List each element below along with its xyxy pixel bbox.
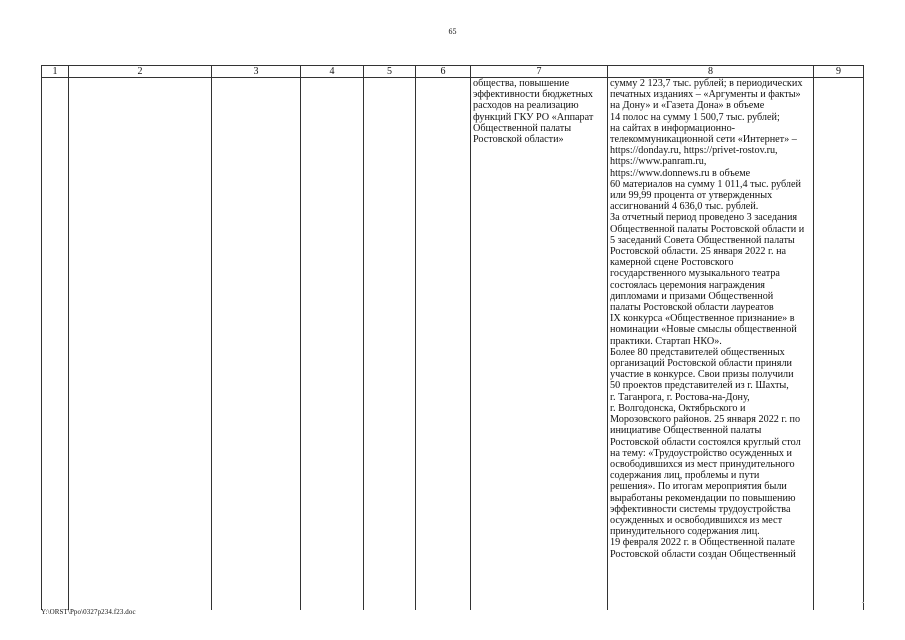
text-line: дипломами и призами Общественной: [610, 290, 774, 302]
text-line: состоялась церемония награждения: [610, 279, 765, 291]
text-line: палаты Ростовской области лауреатов: [610, 302, 774, 314]
text-line: 5 заседаний Совета Общественной палаты: [610, 234, 795, 246]
column-header-1: 1: [42, 66, 69, 78]
cell-col-5: [364, 78, 416, 611]
text-line: телекоммуникационной сети «Интернет» –: [610, 134, 797, 146]
cell-col-4: [301, 78, 364, 611]
file-path-footer: Y:\ORST\Ppo\0327p234.f23.doc: [41, 608, 136, 616]
text-line: содержания лиц, проблемы и пути: [610, 470, 760, 482]
text-line: осужденных и освободившихся из мест: [610, 514, 783, 526]
text-line: 14 полос на сумму 1 500,7 тыс. рублей;: [610, 111, 780, 123]
text-line: инициативе Общественной палаты: [610, 425, 762, 437]
text-line: ассигнований 4 636,0 тыс. рублей.: [610, 201, 759, 213]
page-number: 65: [448, 27, 457, 36]
text-line: 60 материалов на сумму 1 011,4 тыс. рублей: [610, 178, 801, 190]
text-line: на Дону» и «Газета Дона» в объеме: [610, 100, 765, 112]
column-header-2: 2: [69, 66, 212, 78]
text-line: г. Таганрога, г. Ростова-на-Дону,: [610, 391, 750, 403]
text-line: или 99,99 процента от утвержденных: [610, 190, 773, 202]
text-line: Ростовской области»: [473, 134, 564, 146]
measure-name-text: [471, 78, 607, 145]
text-line: IX конкурса «Общественное признание» в: [610, 313, 795, 325]
text-line: решения». По итогам мероприятия были: [610, 481, 787, 493]
column-number-row: [42, 66, 864, 78]
column-header-9: 9: [814, 66, 864, 78]
text-line: расходов на реализацию: [473, 100, 579, 112]
text-line: освободившихся из мест принудительного: [610, 458, 795, 470]
margin-mark: [862, 602, 864, 603]
text-line: Ростовской области создан Общественный: [610, 548, 796, 560]
cell-col-3: [212, 78, 301, 611]
text-line: эффективности системы трудоустройства: [610, 503, 791, 515]
text-line: на тему: «Трудоустройство осужденных и: [610, 447, 792, 459]
column-header-6: 6: [416, 66, 471, 78]
text-line: выработаны рекомендации по повышению: [610, 492, 796, 504]
text-line: https://donday.ru, https://privet-rostov.ru,: [610, 145, 778, 157]
text-line: функций ГКУ РО «Аппарат: [473, 111, 594, 123]
table-row: [42, 78, 864, 611]
text-line: https://www.panram.ru,: [610, 156, 707, 168]
text-line: 19 февраля 2022 г. в Общественной палате: [610, 537, 795, 549]
text-line: Ростовской области. 25 января 2022 г. на: [610, 246, 787, 258]
execution-info-text: [608, 78, 813, 560]
column-header-8: 8: [608, 66, 814, 78]
text-line: За отчетный период проведено 3 заседания: [610, 212, 798, 224]
cell-col-2: [69, 78, 212, 611]
text-line: на сайтах в информационно-: [610, 122, 736, 134]
text-line: Ростовской области состоялся круглый стол: [610, 436, 801, 448]
text-line: Более 80 представителей общественных: [610, 346, 785, 358]
cell-col-7: [471, 78, 608, 611]
text-line: Морозовского районов. 25 января 2022 г. по: [610, 414, 801, 426]
text-line: сумму 2 123,7 тыс. рублей; в периодических: [610, 78, 803, 89]
text-line: государственного музыкального театра: [610, 268, 780, 280]
cell-col-6: [416, 78, 471, 611]
text-line: Общественной палаты Ростовской области и: [610, 223, 805, 235]
text-line: г. Волгодонска, Октябрьского и: [610, 402, 746, 414]
text-line: камерной сцене Ростовского: [610, 257, 734, 269]
text-line: участие в конкурсе. Свои призы получили: [610, 369, 794, 381]
cell-col-1: [42, 78, 69, 611]
text-line: печатных изданиях – «Аргументы и факты»: [610, 89, 801, 101]
text-line: 50 проектов представителей из г. Шахты,: [610, 380, 789, 392]
cell-col-8: [608, 78, 814, 611]
text-line: Общественной палаты: [473, 122, 572, 134]
text-line: общества, повышение: [473, 78, 570, 89]
column-header-4: 4: [301, 66, 364, 78]
column-header-5: 5: [364, 66, 416, 78]
report-table: [41, 65, 864, 610]
text-line: эффективности бюджетных: [473, 89, 594, 101]
cell-col-9: [814, 78, 864, 611]
column-header-3: 3: [212, 66, 301, 78]
text-line: практики. Стартап НКО».: [610, 335, 722, 347]
text-line: номинации «Новые смыслы общественной: [610, 324, 797, 336]
text-line: https://www.donnews.ru в объеме: [610, 167, 751, 179]
text-line: принудительного содержания лиц.: [610, 526, 760, 538]
column-header-7: 7: [471, 66, 608, 78]
text-line: организаций Ростовской области приняли: [610, 358, 793, 370]
